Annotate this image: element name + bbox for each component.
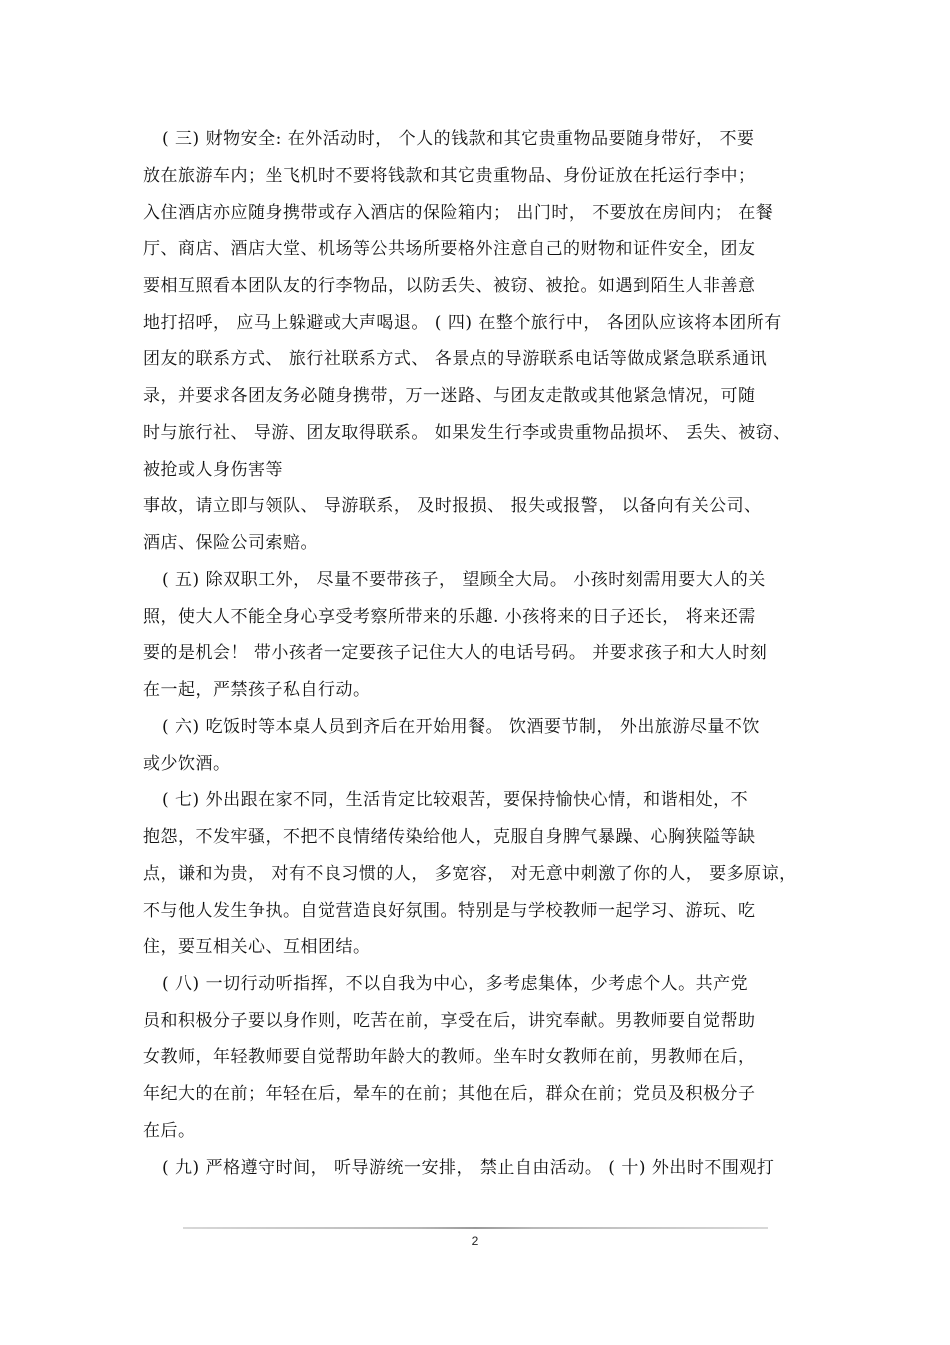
- text-line: 被抢或人身伤害等: [143, 460, 283, 480]
- text-line: ( 六) 吃饭时等本桌人员到齐后在开始用餐。 饮酒要节制， 外出旅游尽量不饮: [162, 717, 760, 737]
- footer-divider: [183, 1227, 768, 1229]
- text-line: 住，要互相关心、互相团结。: [143, 937, 371, 957]
- text-line: 要的是机会！ 带小孩者一定要孩子记住大人的电话号码。 并要求孩子和大人时刻: [143, 643, 768, 663]
- text-line: 事故，请立即与领队、 导游联系， 及时报损、 报失或报警， 以备向有关公司、: [143, 496, 762, 516]
- page-number: 2: [471, 1234, 479, 1248]
- text-line: 不与他人发生争执。自觉营造良好氛围。特别是与学校教师一起学习、游玩、吃: [143, 901, 756, 921]
- text-line: ( 八) 一切行动听指挥，不以自我为中心，多考虑集体，少考虑个人。共产党: [162, 974, 749, 994]
- text-line: 录，并要求各团友务必随身携带，万一迷路、与团友走散或其他紧急情况，可随: [143, 386, 756, 406]
- text-line: 要相互照看本团队友的行李物品，以防丢失、被窃、被抢。如遇到陌生人非善意: [143, 276, 756, 296]
- text-line: 点，谦和为贵， 对有不良习惯的人， 多宽容， 对无意中刺激了你的人， 要多原谅，: [143, 864, 797, 884]
- text-line: 放在旅游车内；坐飞机时不要将钱款和其它贵重物品、身份证放在托运行李中；: [143, 166, 756, 186]
- text-line: 入住酒店亦应随身携带或存入酒店的保险箱内； 出门时， 不要放在房间内； 在餐: [143, 203, 774, 223]
- text-line: 女教师，年轻教师要自觉帮助年龄大的教师。坐车时女教师在前，男教师在后，: [143, 1047, 756, 1067]
- text-line: 地打招呼， 应马上躲避或大声喝退。 ( 四) 在整个旅行中， 各团队应该将本团所有: [143, 313, 782, 333]
- text-line: 或少饮酒。: [143, 754, 231, 774]
- text-line: 抱怨，不发牢骚，不把不良情绪传染给他人，克服自身脾气暴躁、心胸狭隘等缺: [143, 827, 756, 847]
- text-line: 照，使大人不能全身心享受考察所带来的乐趣. 小孩将来的日子还长， 将来还需: [143, 607, 756, 627]
- text-line: ( 七) 外出跟在家不同，生活肯定比较艰苦，要保持愉快心情，和谐相处，不: [162, 790, 749, 810]
- text-line: ( 三) 财物安全: 在外活动时， 个人的钱款和其它贵重物品要随身带好， 不要: [162, 129, 755, 149]
- text-line: 时与旅行社、 导游、团友取得联系。 如果发生行李或贵重物品损坏、 丢失、被窃、: [143, 423, 791, 443]
- text-line: 团友的联系方式、 旅行社联系方式、 各景点的导游联系电话等做成紧急联系通讯: [143, 349, 768, 369]
- text-line: ( 九) 严格遵守时间， 听导游统一安排， 禁止自由活动。 ( 十) 外出时不围观打: [162, 1158, 775, 1178]
- text-line: 在后。: [143, 1121, 196, 1141]
- text-line: 员和积极分子要以身作则，吃苦在前，享受在后，讲究奉献。男教师要自觉帮助: [143, 1011, 756, 1031]
- text-line: 酒店、保险公司索赔。: [143, 533, 318, 553]
- text-line: 年纪大的在前；年轻在后，晕车的在前；其他在后，群众在前；党员及积极分子: [143, 1084, 756, 1104]
- text-line: 在一起，严禁孩子私自行动。: [143, 680, 371, 700]
- text-line: ( 五) 除双职工外， 尽量不要带孩子， 望顾全大局。 小孩时刻需用要大人的关: [162, 570, 766, 590]
- text-line: 厅、商店、酒店大堂、机场等公共场所要格外注意自己的财物和证件安全，团友: [143, 239, 756, 259]
